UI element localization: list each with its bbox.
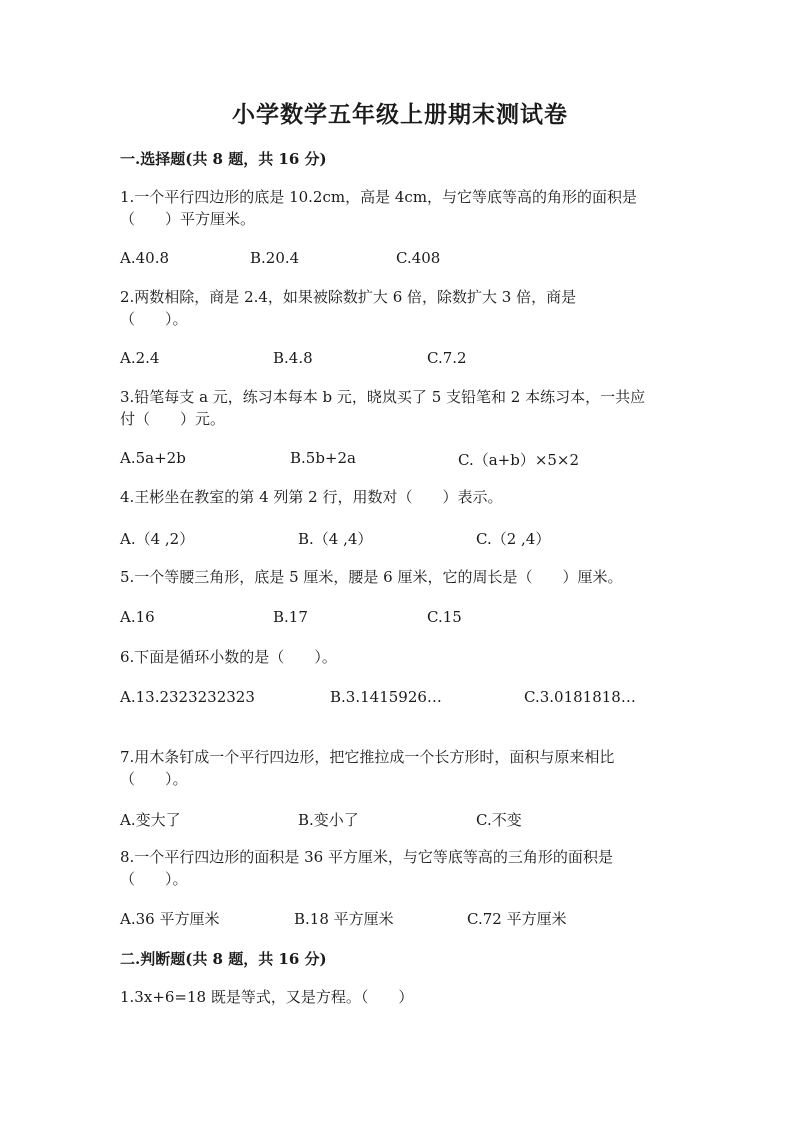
question-7-option-c: C.不变 — [476, 811, 522, 829]
question-8-option-b: B.18 平方厘米 — [294, 910, 394, 928]
question-5-option-b: B.17 — [273, 608, 308, 626]
question-4-option-b: B.（4 ,4） — [298, 530, 373, 548]
question-8 — [120, 846, 690, 890]
question-5-option-a: A.16 — [120, 608, 155, 626]
section-heading-multiple-choice: 一.选择题(共 8 题，共 16 分) — [120, 150, 327, 168]
question-7 — [120, 746, 690, 790]
question-1-option-a: A.40.8 — [120, 249, 169, 267]
question-7-line-1: 7.用木条钉成一个平行四边形，把它推拉成一个长方形时，面积与原来相比 — [120, 748, 615, 766]
question-8-option-a: A.36 平方厘米 — [120, 910, 220, 928]
question-3-option-a: A.5a+2b — [120, 449, 186, 467]
question-2-line-2: （ ）。 — [120, 310, 188, 328]
question-3-option-b: B.5b+2a — [290, 449, 356, 467]
question-1 — [120, 186, 690, 230]
question-6 — [120, 646, 690, 668]
section-heading-true-false: 二.判断题(共 8 题，共 16 分) — [120, 950, 327, 968]
question-2-line-1: 2.两数相除，商是 2.4，如果被除数扩大 6 倍，除数扩大 3 倍，商是 — [120, 288, 577, 306]
question-5-option-c: C.15 — [427, 608, 462, 626]
question-4 — [120, 486, 690, 508]
question-3 — [120, 386, 690, 430]
question-2-option-b: B.4.8 — [273, 349, 313, 367]
tf-question-1-line-1: 1.3x+6=18 既是等式，又是方程。（ ） — [120, 988, 414, 1006]
question-8-line-2: （ ）。 — [120, 870, 188, 888]
question-2 — [120, 286, 690, 330]
question-7-option-b: B.变小了 — [298, 811, 359, 829]
question-3-line-2: 付（ ）元。 — [120, 410, 226, 428]
question-1-option-b: B.20.4 — [250, 249, 300, 267]
question-8-option-c: C.72 平方厘米 — [467, 910, 567, 928]
question-6-option-a: A.13.2323232323 — [120, 688, 255, 706]
question-3-line-1: 3.铅笔每支 a 元，练习本每本 b 元，晓岚买了 5 支铅笔和 2 本练习本，一共应 — [120, 388, 646, 406]
question-5 — [120, 566, 690, 588]
question-3-option-c: C.（a+b）×5×2 — [458, 451, 580, 469]
question-5-line-1: 5.一个等腰三角形，底是 5 厘米，腰是 6 厘米，它的周长是（ ）厘米。 — [120, 568, 623, 586]
question-1-line-2: （ ）平方厘米。 — [120, 210, 256, 228]
question-2-option-a: A.2.4 — [120, 349, 160, 367]
tf-question-1 — [120, 986, 690, 1008]
question-4-line-1: 4.王彬坐在教室的第 4 列第 2 行，用数对（ ）表示。 — [120, 488, 503, 506]
question-1-option-c: C.408 — [396, 249, 441, 267]
question-6-option-c: C.3.0181818… — [524, 688, 636, 706]
question-4-option-a: A.（4 ,2） — [120, 530, 195, 548]
question-2-option-c: C.7.2 — [427, 349, 467, 367]
page-title: 小学数学五年级上册期末测试卷 — [232, 101, 568, 128]
question-8-line-1: 8.一个平行四边形的面积是 36 平方厘米，与它等底等高的三角形的面积是 — [120, 848, 613, 866]
question-1-line-1: 1.一个平行四边形的底是 10.2cm，高是 4cm，与它等底等高的角形的面积是 — [120, 188, 638, 206]
question-6-option-b: B.3.1415926… — [330, 688, 442, 706]
question-6-line-1: 6.下面是循环小数的是（ ）。 — [120, 648, 337, 666]
question-7-option-a: A.变大了 — [120, 811, 181, 829]
question-7-line-2: （ ）。 — [120, 770, 188, 788]
question-4-option-c: C.（2 ,4） — [476, 530, 551, 548]
